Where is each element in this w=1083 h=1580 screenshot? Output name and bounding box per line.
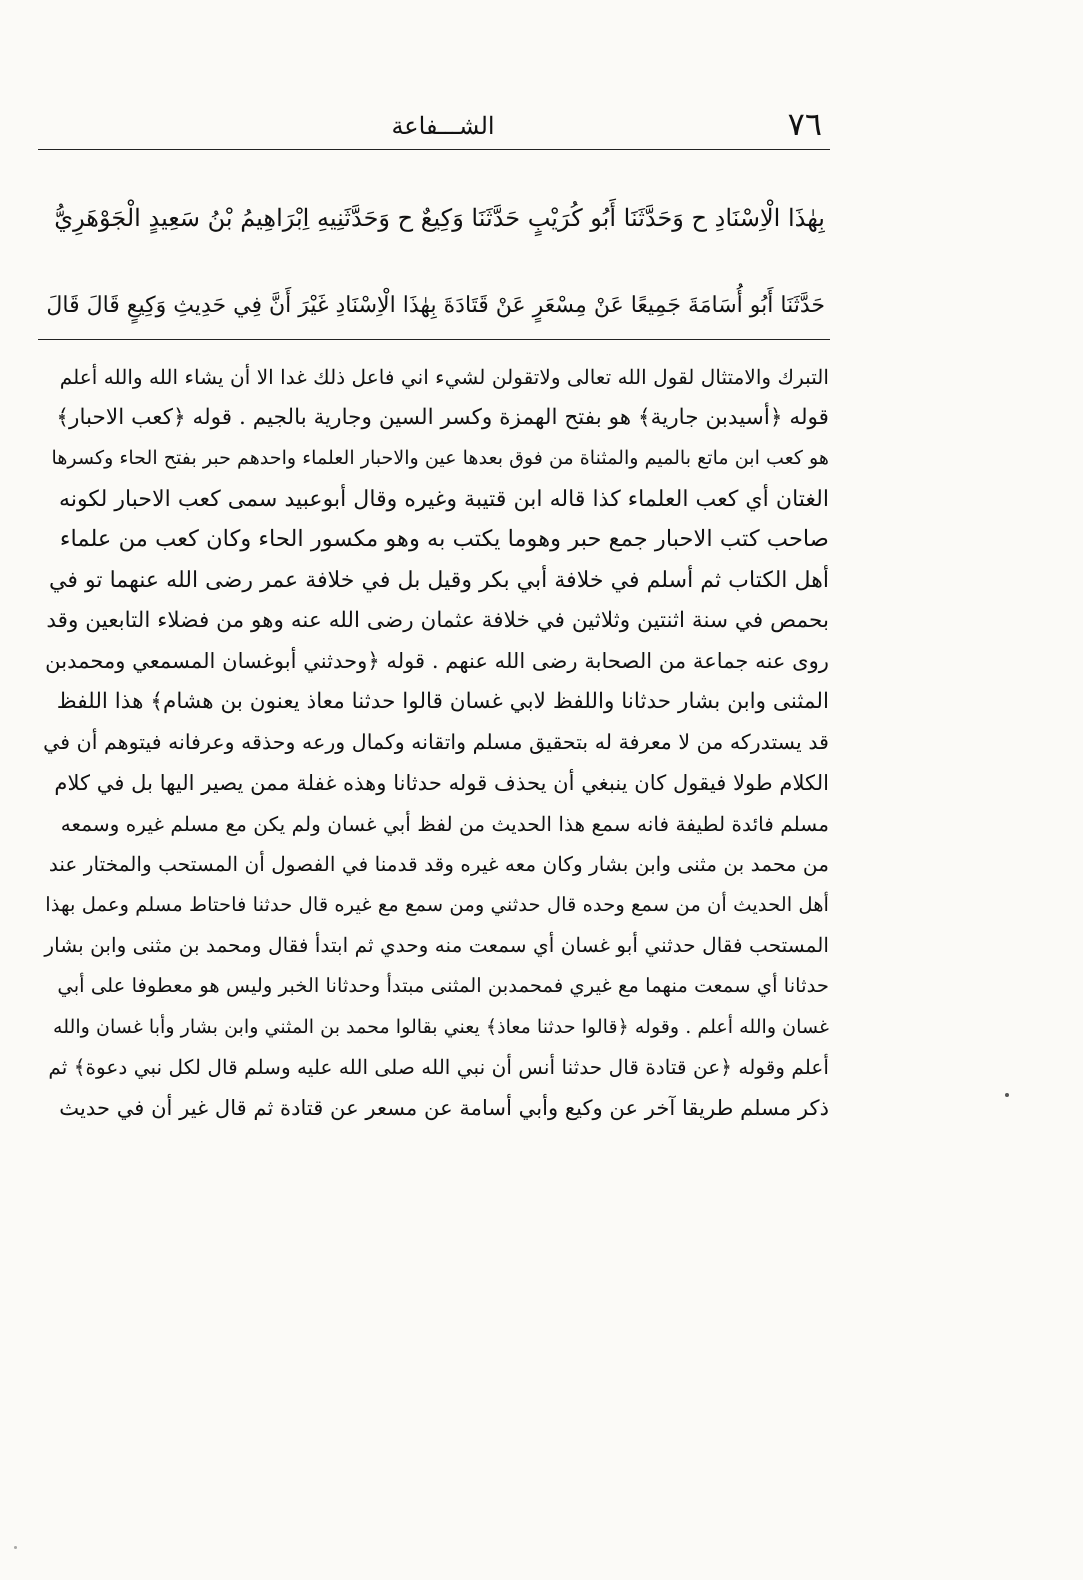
commentary-line: أعلم وقوله ﴿عن قتادة قال حدثنا أنس أن نبي الله صلى الله عليه وسلم قال لكل نبي دعوة﴾ ثم (48, 1055, 829, 1080)
commentary-line: المستحب فقال حدثني أبو غسان أي سمعت منه وحدي ثم ابتدأ فقال ومحمد بن مثنى وابن بشار (44, 933, 829, 958)
hadith-text (45, 175, 825, 349)
commentary-line: قد يستدركه من لا معرفة له بتحقيق مسلم واتقانه وكمال ورعه وحذقه وعرفانه فيتوهم أن في (43, 730, 829, 755)
commentary-line: أهل الكتاب ثم أسلم في خلافة أبي بكر وقيل بل في خلافة عمر رضى الله عنهما تو في (48, 566, 829, 593)
commentary-line: بحمص في سنة اثنتين وثلاثين في خلافة عثمان رضى الله عنه وهو من فضلاء التابعين وقد (46, 607, 829, 633)
commentary-line: الكلام طولا فيقول كان ينبغي أن يحذف قوله حدثانا وهذه غفلة ممن يصير اليها بل في كلام (54, 769, 829, 795)
commentary-line: غسان والله أعلم . وقوله ﴿قالوا حدثنا معاذ﴾ يعني بقالوا محمد بن المثني وابن بشار وأبا غسان والله (52, 1014, 829, 1038)
page-header (38, 95, 830, 145)
running-title: الشـــفاعة (391, 112, 495, 140)
hadith-line: بِهٰذَا الْاِسْنَادِ ح وَحَدَّثَنَا أَبُو كُرَيْبٍ حَدَّثَنَا وَكِيعٌ ح وَحَدَّثَنِيهِ اِبْرَاهِيمُ بْنُ سَعِيدٍ الْجَوْهَرِيُّ (54, 204, 825, 232)
commentary-line: صاحب كتب الاحبار جمع حبر وهوما يكتب به وهو مكسور الحاء وكان كعب من علماء (59, 526, 829, 553)
ink-speck (14, 1546, 17, 1549)
commentary-line: أهل الحديث أن من سمع وحده قال حدثني ومن سمع مع غيره قال حدثنا فاحتاط مسلم وعمل بهذا (45, 892, 829, 916)
ink-speck (1005, 1093, 1009, 1097)
commentary-line: التبرك والامتثال لقول الله تعالى ولاتقولن لشيء اني فاعل ذلك غدا الا أن يشاء الله والله أعلم (59, 365, 829, 389)
hadith-line: حَدَّثَنَا أَبُو أُسَامَةَ جَمِيعًا عَنْ مِسْعَرٍ عَنْ قَتَادَةَ بِهٰذَا الْاِسْنَادِ غَيْرَ أَنَّ فِي حَدِيثِ وَكِيعٍ قَالَ قَالَ (46, 293, 825, 318)
header-divider (38, 149, 830, 150)
commentary-line: مسلم فائدة لطيفة فانه سمع هذا الحديث من لفظ أبي غسان ولم يكن مع مسلم غيره وسمعه (60, 811, 829, 836)
commentary-line: من محمد بن مثنى وابن بشار وكان معه غيره وقد قدمنا في الفصول أن المستحب والمختار عند (48, 852, 829, 877)
commentary-text (43, 357, 829, 1128)
commentary-line: الغتان أي كعب العلماء كذا قاله ابن قتيبة وغيره وقال أبوعبيد سمى كعب الاحبار لكونه (58, 485, 829, 512)
commentary-line: المثنى وابن بشار حدثانا واللفظ لابي غسان قالوا حدثنا معاذ يعنون بن هشام﴾ هذا اللفظ (56, 688, 829, 714)
commentary-line: حدثانا أي سمعت منهما مع غيري فمحمدبن المثنى مبتدأ وحدثانا الخبر وليس هو معطوفا على أبي (57, 973, 829, 997)
commentary-line: هو كعب ابن ماتع بالميم والمثناة من فوق بعدها عين والاحبار العلماء واحدهم حبر بفتح الحاء وكسرها (51, 446, 829, 470)
commentary-line: ذكر مسلم طريقا آخر عن وكيع وأبي أسامة عن مسعر عن قتادة ثم قال غير أن في حديث (59, 1094, 829, 1120)
commentary-line: روى عنه جماعة من الصحابة رضى الله عنهم . قوله ﴿وحدثني أبوغسان المسمعي ومحمدبن (45, 648, 829, 674)
text-divider (38, 339, 830, 340)
commentary-line: قوله ﴿أسيدبن جارية﴾ هو بفتح الهمزة وكسر السين وجارية بالجيم . قوله ﴿كعب الاحبار﴾ (56, 404, 829, 430)
page-number: ٧٦ (787, 105, 822, 143)
